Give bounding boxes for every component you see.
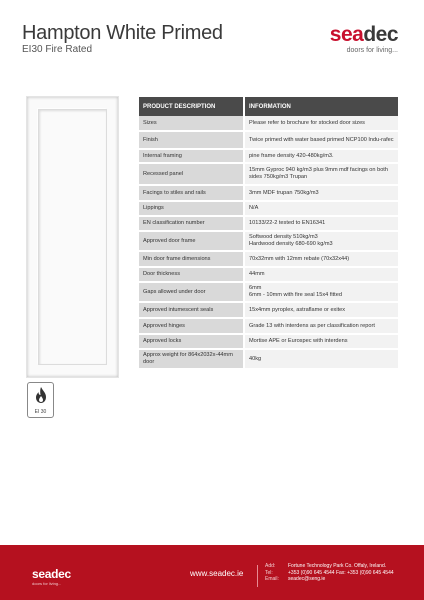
table-row xyxy=(139,201,398,216)
table-row xyxy=(139,282,398,302)
logo-part-sea: sea xyxy=(329,23,364,46)
spec-table xyxy=(139,97,398,370)
row-value: 10133/22-2 tested to EN16341 xyxy=(244,216,398,231)
row-label: Approved locks xyxy=(139,334,244,349)
table-row xyxy=(139,231,398,251)
seadec-logo xyxy=(330,24,398,54)
page-subtitle: EI30 Fire Rated xyxy=(22,44,93,55)
table-row xyxy=(139,149,398,163)
contact-value[interactable]: seadec@seng.ie xyxy=(288,576,326,582)
table-row xyxy=(139,302,398,318)
row-label: Door thickness xyxy=(139,267,244,282)
row-value: Twice primed with water based primed NCP100 Indu-rafec xyxy=(244,131,398,149)
table-row xyxy=(139,349,398,369)
row-label: Approved intumescent seals xyxy=(139,302,244,318)
flame-icon xyxy=(34,386,48,404)
footer-logo-tagline: doors for living... xyxy=(32,581,62,586)
row-value: Softwood density 510kg/m3 Hardwood density 680-690 kg/m3 xyxy=(244,231,398,251)
contact-key: Add: xyxy=(265,563,276,569)
row-value: 15x4mm pyroplex, astraflame or exitex xyxy=(244,302,398,318)
page-title: Hampton White Primed xyxy=(22,22,223,44)
footer-website-link[interactable]: www.seadec.ie xyxy=(190,569,244,578)
contact-value: Fortune Technology Park Co. Offaly, Ireland. xyxy=(288,563,387,569)
table-header-row xyxy=(139,97,398,116)
row-label: Gaps allowed under door xyxy=(139,282,244,302)
row-value: 15mm Gyproc 940 kg/m3 plus 9mm mdf facings on both sides 750kg/m3 Trupan xyxy=(244,163,398,185)
table-row xyxy=(139,251,398,267)
footer-logo xyxy=(32,567,71,586)
fire-rating-label: EI 30 xyxy=(34,409,47,415)
footer-divider xyxy=(257,565,258,587)
header-product-description: PRODUCT DESCRIPTION xyxy=(139,97,244,116)
door-image xyxy=(26,96,119,378)
logo-tagline: doors for living... xyxy=(346,47,398,54)
row-value: N/A xyxy=(244,201,398,216)
logo-part-dec: dec xyxy=(363,23,398,46)
row-value: Grade 13 with interdens as per classification report xyxy=(244,318,398,334)
row-value: pine frame density 420-480kg/m3. xyxy=(244,149,398,163)
table-row xyxy=(139,163,398,185)
header-information: INFORMATION xyxy=(244,97,398,116)
row-label: Lippings xyxy=(139,201,244,216)
row-value: 40kg xyxy=(244,349,398,369)
row-value: 6mm 6mm - 10mm with fire seal 15x4 fitted xyxy=(244,282,398,302)
row-value: 3mm MDF trupan 750kg/m3 xyxy=(244,185,398,201)
table-row xyxy=(139,131,398,149)
row-label: Finish xyxy=(139,131,244,149)
row-label: Approved door frame xyxy=(139,231,244,251)
row-value: Please refer to brochure for stocked door sizes xyxy=(244,116,398,131)
row-label: Min door frame dimensions xyxy=(139,251,244,267)
table-row xyxy=(139,318,398,334)
row-label: Approved hinges xyxy=(139,318,244,334)
fire-rating-badge xyxy=(27,382,54,418)
contact-key: Tel: xyxy=(265,569,273,576)
table-row xyxy=(139,267,398,282)
table-row xyxy=(139,116,398,131)
contact-value: +353 (0)90 645 4544 Fax: +353 (0)90 645 4544 xyxy=(288,569,394,576)
row-value: Mortise APE or Eurospec with interdens xyxy=(244,334,398,349)
footer-logo-word: seadec xyxy=(32,567,71,581)
row-label: Facings to stiles and rails xyxy=(139,185,244,201)
row-label: Internal framing xyxy=(139,149,244,163)
footer xyxy=(0,545,424,600)
footer-contact xyxy=(265,563,394,583)
table-row xyxy=(139,334,398,349)
table-row xyxy=(139,185,398,201)
row-label: Sizes xyxy=(139,116,244,131)
row-label: EN classification number xyxy=(139,216,244,231)
row-value: 44mm xyxy=(244,267,398,282)
row-label: Approx weight for 864x2032x-44mm door xyxy=(139,349,244,369)
table-row xyxy=(139,216,398,231)
row-label: Recessed panel xyxy=(139,163,244,185)
contact-row xyxy=(265,576,394,583)
door-recessed-panel xyxy=(38,109,107,365)
row-value: 70x32mm with 12mm rebate (70x32x44) xyxy=(244,251,398,267)
contact-key: Email: xyxy=(265,576,279,582)
